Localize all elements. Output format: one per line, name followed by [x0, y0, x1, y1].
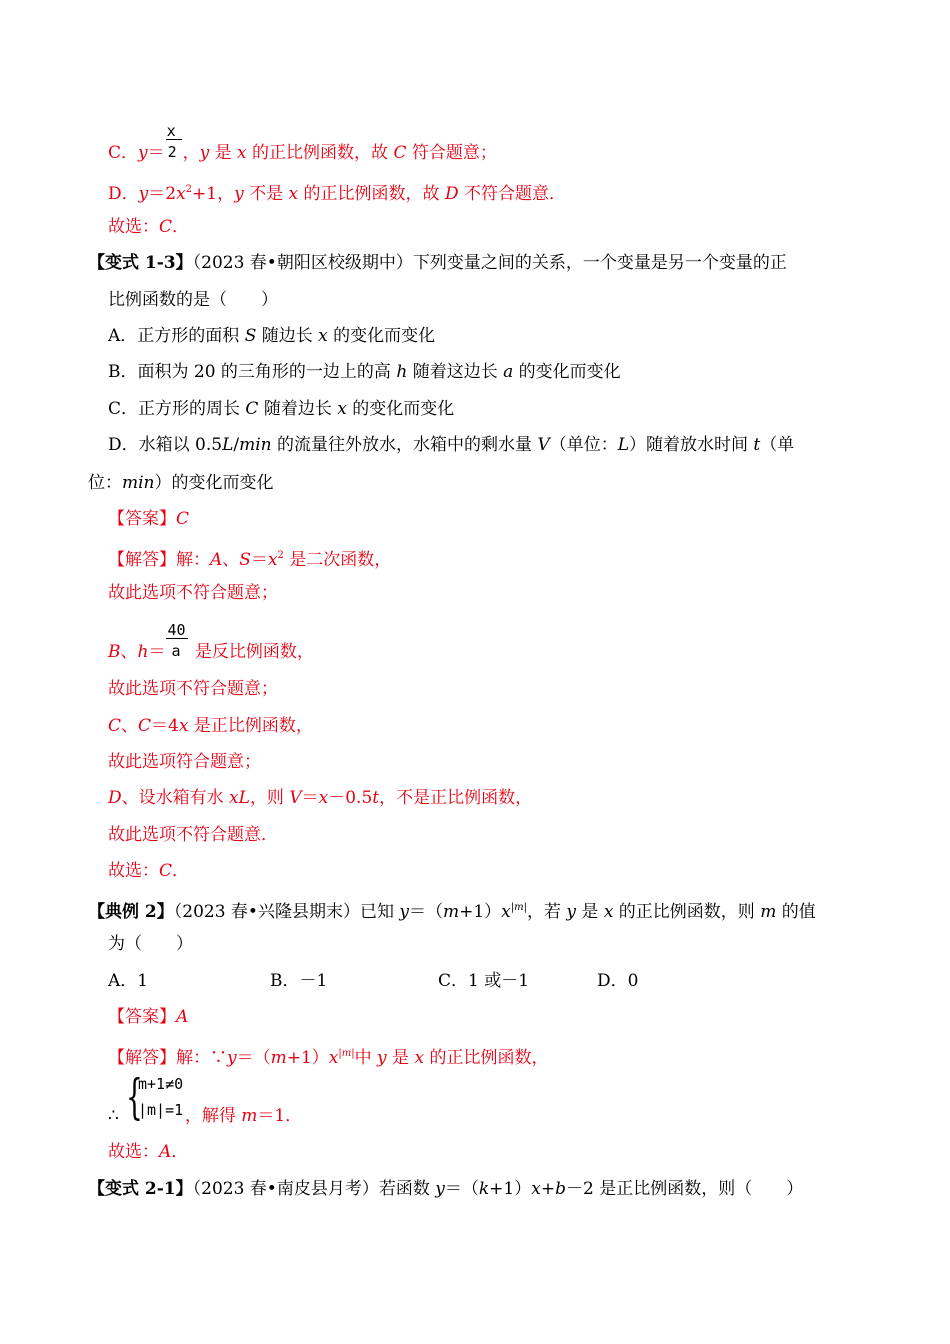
text: 的值 — [776, 902, 816, 922]
option-b — [108, 360, 621, 384]
math-var: V — [537, 435, 550, 455]
text: （2023 春•兴隆县期末）已知 — [173, 902, 400, 922]
solution-line-2 — [108, 1104, 302, 1128]
text: 是 — [386, 1048, 415, 1068]
math-var: C — [245, 399, 259, 419]
math-var: B — [108, 642, 121, 662]
text: 比例函数的是（ ） — [108, 290, 278, 310]
solution-d-note — [108, 823, 278, 847]
text: 故选： — [108, 217, 159, 237]
text: 的正比例函数，故 — [246, 143, 394, 163]
solution-c-note — [108, 750, 261, 774]
variant-1-3-stem-2 — [108, 288, 278, 312]
solution-b-note — [108, 677, 278, 701]
math-var: D — [444, 184, 459, 204]
fraction-denominator: a — [171, 642, 181, 660]
math-var: y — [138, 143, 148, 163]
math-var: y — [138, 184, 149, 204]
math-op: ＝（ — [408, 902, 443, 922]
text: 不符合题意． — [458, 184, 566, 204]
math-var: x — [337, 399, 347, 419]
answer-tag: 【答案】 — [108, 1007, 176, 1027]
text: 随着边长 — [258, 399, 338, 419]
math-var: y — [377, 1048, 387, 1068]
math-var: S — [239, 550, 251, 570]
answer-letter: C — [176, 509, 190, 529]
answer-tag: 【答案】 — [108, 509, 176, 529]
math-var: x — [531, 1179, 541, 1199]
text: ＝1． — [257, 1106, 303, 1126]
fraction — [165, 621, 189, 664]
answer-letter: C — [159, 861, 173, 881]
solution-tag: 【解答】 — [108, 1048, 176, 1068]
math-var: x — [318, 788, 329, 808]
math-var: xL — [229, 788, 250, 808]
text: 是反比例函数， — [189, 642, 314, 662]
math-var: L — [617, 435, 630, 455]
superscript: 2 — [185, 184, 193, 195]
math-var: S — [244, 326, 257, 346]
answer-letter: A — [176, 1007, 189, 1027]
math-var: V — [289, 788, 302, 808]
math-var: D — [108, 788, 122, 808]
text: ）的变化而变化 — [154, 473, 274, 493]
math-var: min — [122, 473, 155, 493]
math-var: y — [435, 1179, 445, 1199]
text: 故选： — [108, 1142, 159, 1162]
text: 解：∵ — [176, 1048, 227, 1068]
text: D．0 — [597, 971, 639, 991]
math-var: m — [442, 902, 460, 922]
math-var: x — [288, 184, 299, 204]
choose-line — [108, 1140, 188, 1164]
math-var: m — [270, 1048, 287, 1068]
math-var: C — [108, 716, 122, 736]
example-2-option-b — [270, 969, 327, 993]
superscript: 2 — [277, 550, 284, 561]
option-letter: C． — [108, 143, 139, 163]
math-var: x — [237, 143, 247, 163]
text: ）随着放水时间 — [629, 435, 754, 455]
math-var: C — [393, 143, 407, 163]
text: 故此选项符合题意； — [108, 752, 261, 772]
text: ，解得 — [184, 1106, 242, 1126]
math-var: b — [555, 1179, 566, 1199]
text: A．1 — [108, 971, 149, 991]
text: 故选： — [108, 861, 159, 881]
text: （单位： — [549, 435, 618, 455]
fraction — [165, 122, 183, 165]
text: 的变化而变化 — [327, 326, 436, 346]
math-var: A — [210, 550, 223, 570]
math-var: x — [501, 902, 511, 922]
math-var: x — [318, 326, 328, 346]
math-var: h — [137, 642, 149, 662]
math-var: m — [760, 902, 777, 922]
text: B．面积为 20 的三角形的一边上的高 — [108, 362, 397, 382]
math-var: x — [178, 716, 189, 736]
solution-line — [108, 1042, 548, 1070]
text: 的变化而变化 — [346, 399, 455, 419]
option-d — [108, 433, 794, 457]
math-op: ＝（ — [444, 1179, 479, 1199]
option-letter: D． — [108, 184, 139, 204]
text: 随边长 — [256, 326, 319, 346]
example-2-stem — [88, 896, 816, 924]
choose-line — [108, 859, 189, 883]
text: （单 — [760, 435, 795, 455]
therefore-symbol: ∴ — [108, 1106, 119, 1126]
text: 位： — [88, 473, 122, 493]
math-op: ＝ — [301, 788, 319, 808]
example-2-option-a — [108, 969, 148, 993]
fraction-numerator: 40 — [167, 621, 186, 639]
question-tag: 【变式 1-3】 — [88, 253, 193, 273]
example-2-option-c — [438, 969, 529, 993]
text: A．正方形的面积 — [108, 326, 245, 346]
math-var: x — [176, 184, 186, 204]
text: B．－1 — [270, 971, 328, 991]
solution-a-note — [108, 581, 278, 605]
option-c — [108, 397, 454, 421]
text: ，不是正比例函数， — [379, 788, 533, 808]
math-var: x — [267, 550, 278, 570]
text: 的正比例函数，则 — [613, 902, 761, 922]
math-var: y — [234, 184, 244, 204]
answer-letter: A — [159, 1142, 172, 1162]
text: 是 — [209, 143, 238, 163]
example-2-option-d — [597, 969, 638, 993]
text: 为（ ） — [108, 934, 193, 954]
math-var: x — [328, 1048, 339, 1068]
solution-c — [108, 714, 313, 738]
math-op: ＝ — [250, 550, 268, 570]
text: +1） — [489, 1179, 532, 1199]
text: ， — [182, 143, 200, 163]
text: ，若 — [526, 902, 567, 922]
math-var: C — [138, 716, 152, 736]
superscript: |m| — [338, 1048, 355, 1059]
superscript: |m| — [510, 902, 527, 913]
text: 的正比例函数， — [424, 1048, 549, 1068]
solution-d — [108, 786, 532, 810]
text: 解： — [176, 550, 210, 570]
solution-tag: 【解答】 — [108, 550, 176, 570]
text: +1， — [192, 184, 235, 204]
math-var: k — [478, 1179, 490, 1199]
math-var: t — [372, 788, 380, 808]
text: （2023 春•南皮县月考）若函数 — [192, 1179, 436, 1199]
text: 故此选项不符合题意． — [108, 825, 278, 845]
text: ． — [172, 217, 190, 237]
math-var: y — [566, 902, 576, 922]
question-tag: 【典例 2】 — [88, 902, 174, 922]
text: +1） — [286, 1048, 329, 1068]
math-op: －0.5 — [328, 788, 373, 808]
text: ，则 — [249, 788, 290, 808]
math-op: + — [540, 1179, 556, 1199]
text: －2 是正比例函数，则（ ） — [565, 1179, 804, 1199]
math-var: m — [241, 1106, 258, 1126]
math-op: ＝2 — [148, 184, 177, 204]
math-var: y — [399, 902, 409, 922]
text: / — [233, 435, 240, 455]
text: 是正比例函数， — [188, 716, 313, 736]
choose-line — [108, 215, 189, 239]
text: 是二次函数， — [283, 550, 392, 570]
system-row: m+1≠0 — [138, 1075, 184, 1093]
text: +1） — [459, 902, 502, 922]
text: 随着这边长 — [407, 362, 504, 382]
math-var: h — [396, 362, 408, 382]
option-d-analysis — [108, 178, 566, 206]
text: （2023 春•朝阳区校级期中）下列变量之间的关系，一个变量是另一个变量的正 — [192, 253, 787, 273]
fraction-denominator: 2 — [167, 143, 177, 161]
math-op: ＝4 — [151, 716, 179, 736]
text: C．1 或－1 — [438, 971, 530, 991]
math-var: a — [503, 362, 514, 382]
answer-line — [108, 1005, 188, 1029]
text: 的流量往外放水，水箱中的剩水量 — [271, 435, 538, 455]
text: 中 — [354, 1048, 378, 1068]
text: 是 — [576, 902, 604, 922]
text: 故此选项不符合题意； — [108, 583, 278, 603]
left-brace: { — [126, 1069, 143, 1125]
variant-1-3-stem — [88, 251, 787, 275]
text: C．正方形的周长 — [108, 399, 246, 419]
text: D．水箱以 0.5 — [108, 435, 223, 455]
solution-a — [108, 544, 391, 572]
answer-line — [108, 507, 189, 531]
text: 、设水箱有水 — [121, 788, 230, 808]
text: 的正比例函数，故 — [298, 184, 445, 204]
question-tag: 【变式 2-1】 — [88, 1179, 193, 1199]
system-row: |m|=1 — [138, 1101, 184, 1119]
math-op: ＝（ — [236, 1048, 271, 1068]
math-op: ＝ — [148, 642, 166, 662]
option-a — [108, 324, 435, 348]
math-var: x — [603, 902, 614, 922]
math-var: min — [239, 435, 272, 455]
math-var: y — [227, 1048, 237, 1068]
text: ． — [171, 1142, 189, 1162]
fraction-numerator: x — [166, 122, 176, 140]
variant-2-1-stem — [88, 1177, 803, 1201]
math-op: ＝ — [147, 143, 165, 163]
math-var: y — [199, 143, 210, 163]
math-var: t — [753, 435, 761, 455]
text: 、 — [120, 642, 138, 662]
option-c-analysis — [108, 122, 497, 165]
math-var: x — [414, 1048, 425, 1068]
math-var: L — [222, 435, 234, 455]
answer-letter: C — [159, 217, 173, 237]
example-2-stem-2 — [108, 932, 193, 956]
text: 不是 — [243, 184, 289, 204]
text: 、 — [222, 550, 240, 570]
solution-b — [108, 621, 314, 664]
text: 的变化而变化 — [513, 362, 621, 382]
text: 符合题意； — [406, 143, 497, 163]
option-d-cont — [88, 471, 274, 495]
text: 、 — [121, 716, 139, 736]
text: 故此选项不符合题意； — [108, 679, 278, 699]
text: ． — [172, 861, 190, 881]
